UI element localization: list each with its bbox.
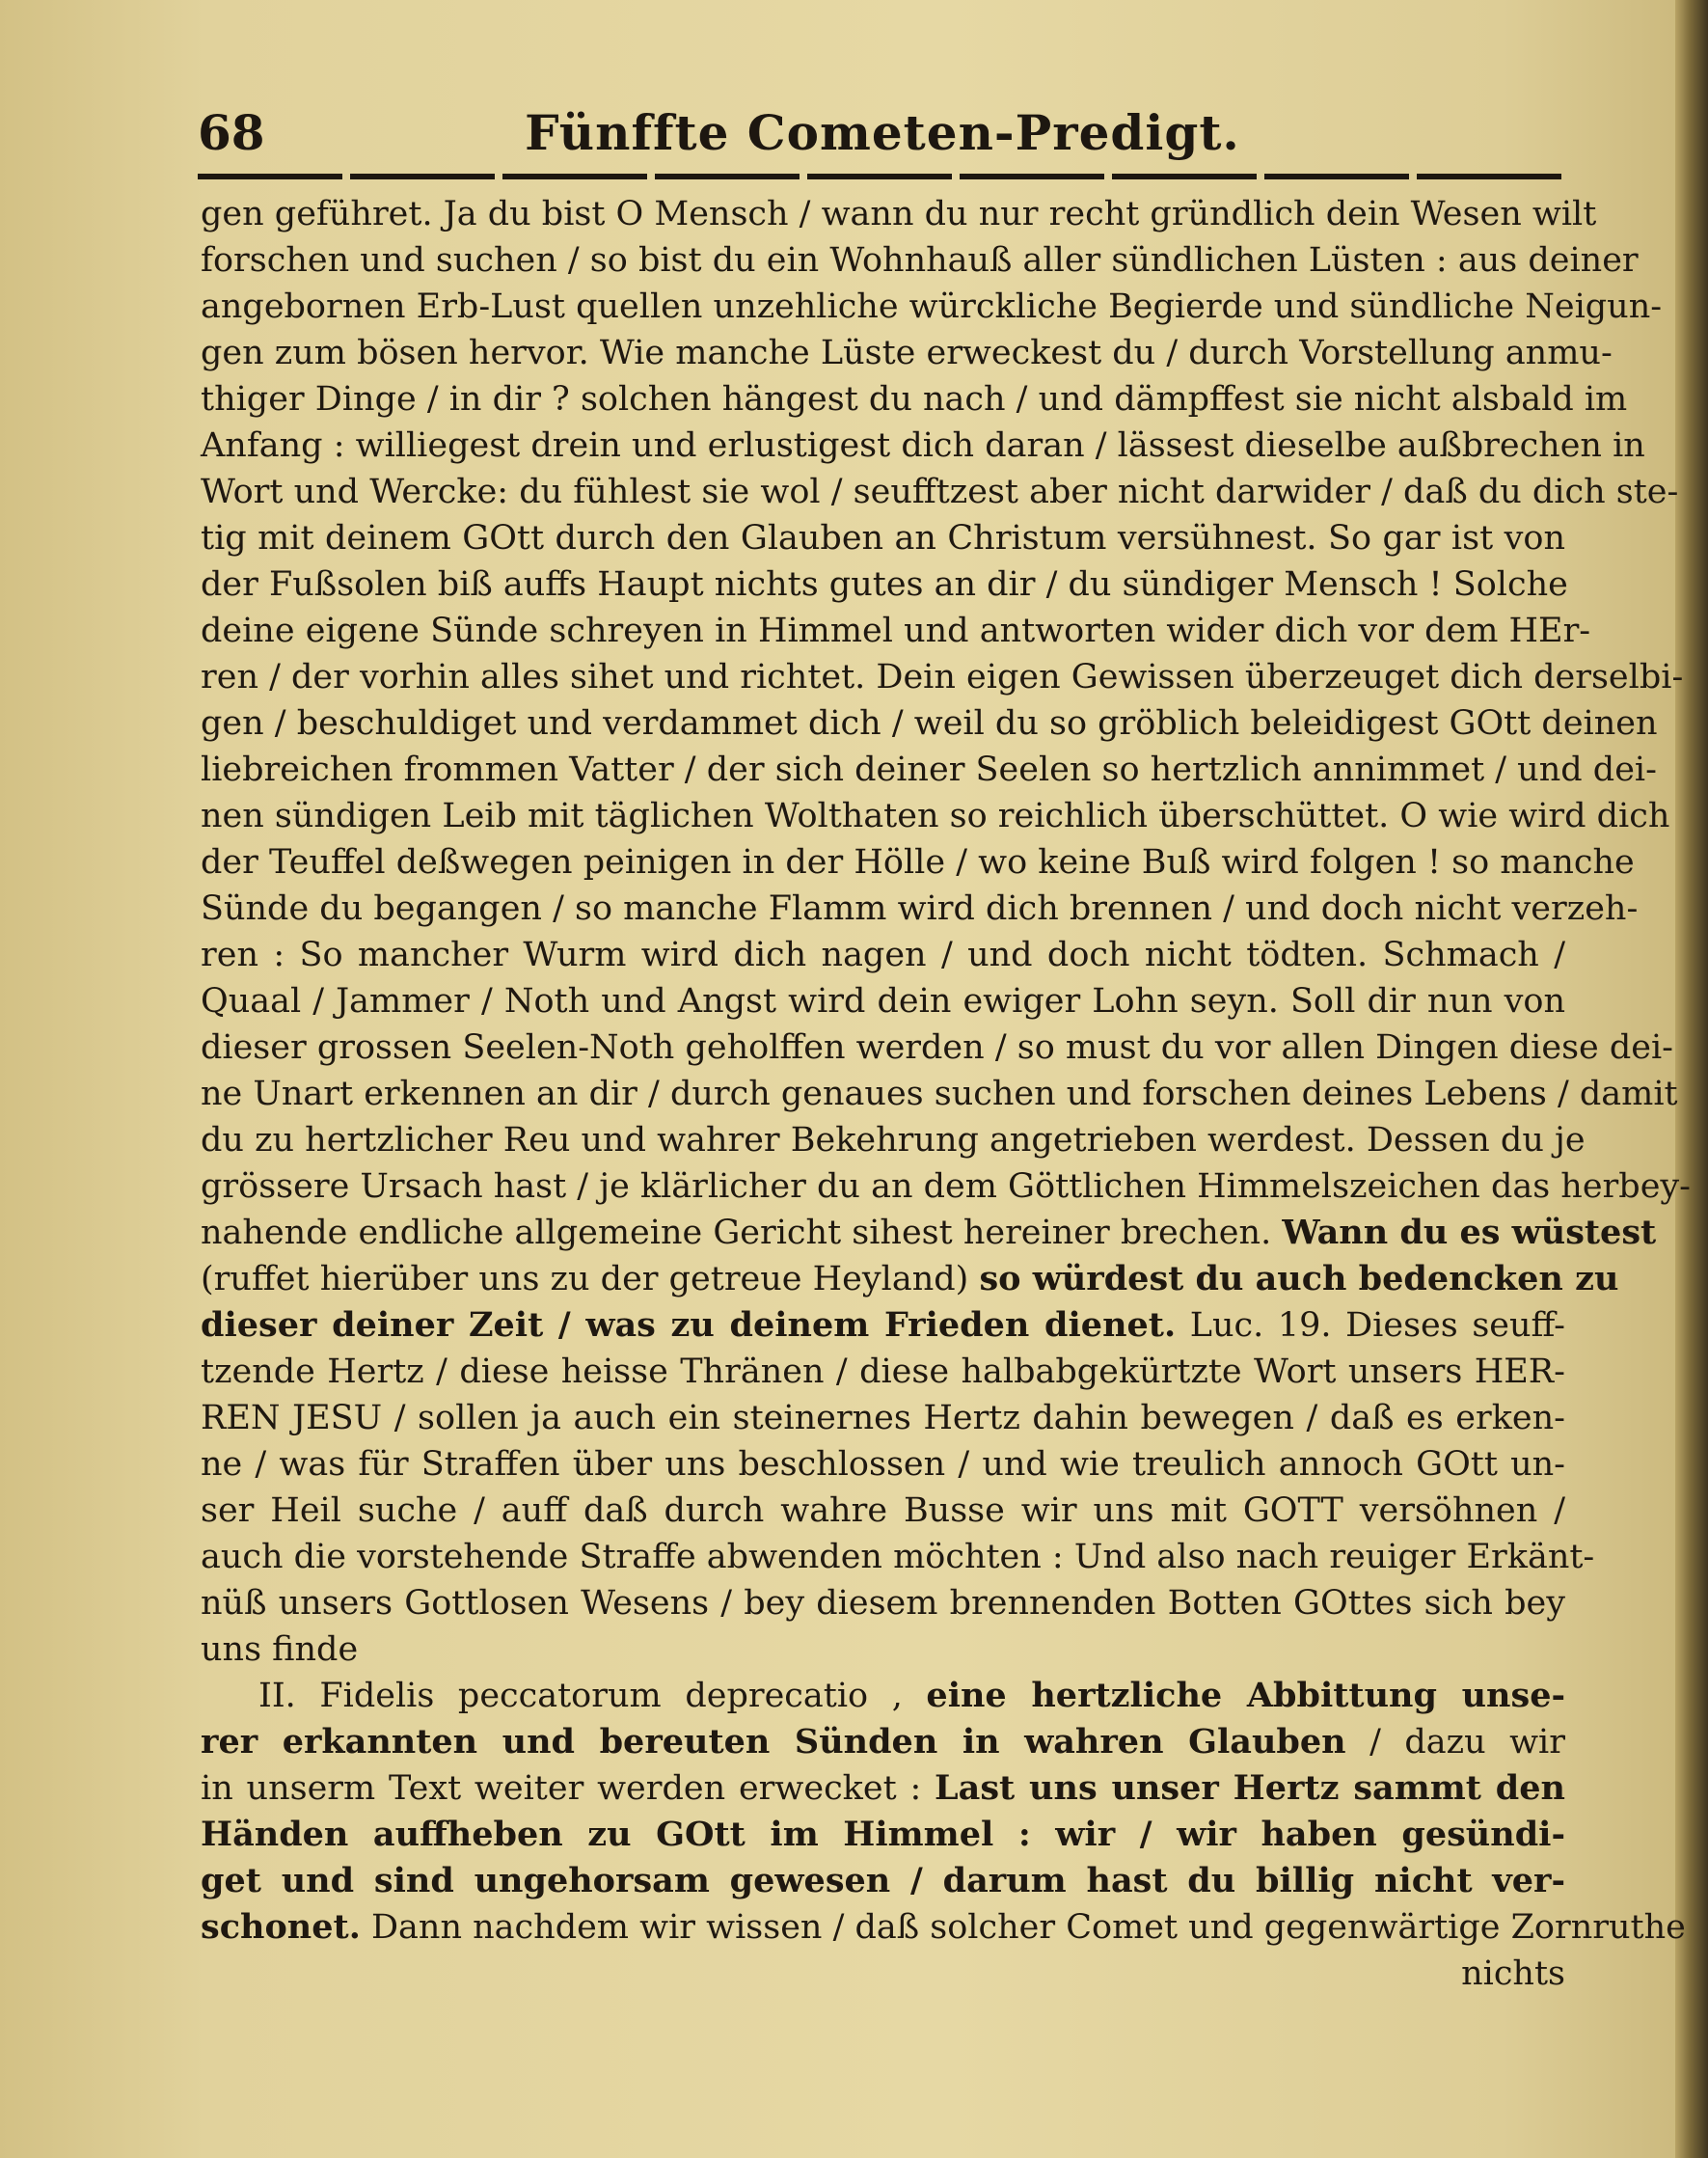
text-run: uns finde: [201, 1630, 359, 1669]
text-line: [201, 1534, 1595, 1580]
emphasized-text: dieser deiner Zeit / was zu deinem Frieden dienet.: [201, 1305, 1177, 1345]
text-run: forschen und suchen / so bist du ein Wohnhauß aller sündlichen Lüsten : aus deiner: [201, 241, 1639, 280]
text-line: [201, 1117, 1586, 1163]
text-line: [201, 515, 1565, 561]
text-run: deine eigene Sünde schreyen in Himmel und antworten wider dich vor dem HEr-: [201, 612, 1591, 650]
text-run: (ruffet hierüber uns zu der getreue Heyland): [201, 1260, 980, 1298]
text-line: [201, 376, 1628, 423]
text-line: [201, 1580, 1565, 1626]
text-line: [201, 1858, 1565, 1904]
text-run: gen / beschuldiget und verdammet dich / weil du so gröblich beleidigest GOtt deinen: [201, 704, 1658, 743]
text-line: [201, 1163, 1692, 1210]
text-run: thiger Dinge / in dir ? solchen hängest du nach / und dämpffest sie nicht alsbald im: [201, 380, 1628, 419]
text-line: [201, 608, 1591, 654]
text-run: Luc. 19. Dieses seuff-: [1176, 1306, 1565, 1345]
text-line: [201, 1071, 1678, 1117]
text-line: [201, 1719, 1565, 1765]
text-line: [201, 1673, 1565, 1719]
text-run: nichts: [1461, 1954, 1565, 1993]
text-run: REN JESU / sollen ja auch ein steinernes Hertz dahin bewegen / daß es erken-: [201, 1399, 1565, 1437]
text-line: [201, 1210, 1657, 1256]
text-run: nahende endliche allgemeine Gericht sihest hereiner brechen.: [201, 1214, 1283, 1252]
text-run: ne / was für Straffen über uns beschlossen / und wie treulich annoch GOtt un-: [201, 1445, 1565, 1484]
text-run: Quaal / Jammer / Noth und Angst wird dein ewiger Lohn seyn. Soll dir nun von: [201, 982, 1565, 1021]
text-line: [201, 1488, 1565, 1534]
text-run: ser Heil suche / auff daß durch wahre Busse wir uns mit GOTT versöhnen /: [201, 1491, 1565, 1530]
text-line: [201, 469, 1679, 515]
emphasized-text: Last uns unser Hertz sammt den: [935, 1768, 1565, 1808]
text-run: liebreichen frommen Vatter / der sich deiner Seelen so hertzlich annimmet / und dei-: [201, 751, 1657, 789]
emphasized-text: schonet.: [201, 1907, 361, 1947]
text-line: [201, 1951, 1565, 1997]
text-line: [201, 747, 1657, 793]
emphasized-text: rer erkannten und bereuten Sünden in wahren Glauben: [201, 1722, 1346, 1762]
text-line: [201, 237, 1639, 284]
text-run: grössere Ursach hast / je klärlicher du an dem Göttlichen Himmelszeichen das herbey-: [201, 1167, 1692, 1206]
text-run: dieser grossen Seelen-Noth geholffen werden / so must du vor allen Dingen diese dei-: [201, 1028, 1674, 1067]
page-number: 68: [198, 104, 265, 161]
text-run: der Fußsolen biß auffs Haupt nichts gutes an dir / du sündiger Mensch ! Solche: [201, 565, 1568, 604]
text-line: [201, 886, 1639, 932]
text-run: tzende Hertz / diese heisse Thränen / diese halbabgekürtzte Wort unsers HER-: [201, 1352, 1565, 1391]
text-run: II. Fidelis peccatorum deprecatio ,: [258, 1677, 927, 1715]
body-text: [201, 191, 1692, 1997]
text-line: [201, 1256, 1619, 1302]
emphasized-text: eine hertzliche Abbittung unse-: [926, 1676, 1565, 1715]
text-line: [201, 654, 1684, 700]
text-run: tig mit deinem GOtt durch den Glauben an Christum versühnest. So gar ist von: [201, 519, 1565, 558]
text-line: [201, 561, 1568, 608]
text-line: [201, 330, 1613, 376]
page-gutter: [1675, 0, 1708, 2158]
page-header: [198, 104, 1567, 172]
emphasized-text: so würdest du auch bedencken zu: [979, 1259, 1619, 1298]
text-line: [201, 1302, 1565, 1349]
text-run: nüß unsers Gottlosen Wesens / bey diesem brennenden Botten GOttes sich bey: [201, 1584, 1565, 1623]
text-line: [201, 793, 1670, 839]
text-run: der Teuffel deßwegen peinigen in der Hölle / wo keine Buß wird folgen ! so manche: [201, 843, 1635, 882]
text-line: [201, 1395, 1565, 1441]
text-line: [201, 839, 1635, 886]
text-run: Wort und Wercke: du fühlest sie wol / seufftzest aber nicht darwider / daß du dich ste-: [201, 473, 1679, 511]
text-run: ren / der vorhin alles sihet und richtet. Dein eigen Gewissen überzeuget dich derselbi-: [201, 658, 1684, 697]
text-line: [201, 191, 1597, 237]
text-run: auch die vorstehende Straffe abwenden möchten : Und also nach reuiger Erkänt-: [201, 1538, 1595, 1576]
text-run: du zu hertzlicher Reu und wahrer Bekehrung angetrieben werdest. Dessen du je: [201, 1121, 1586, 1160]
text-line: [201, 423, 1645, 469]
text-run: gen geführet. Ja du bist O Mensch / wann du nur recht gründlich dein Wesen wilt: [201, 195, 1597, 233]
running-title: Fünffte Cometen-Predigt.: [525, 104, 1240, 161]
text-line: [201, 1626, 1565, 1673]
text-line: [201, 978, 1565, 1024]
text-run: in unserm Text weiter werden erwecket :: [201, 1769, 935, 1808]
text-run: Anfang : williegest drein und erlustigest dich daran / lässest dieselbe außbrechen in: [201, 426, 1645, 465]
header-rule: [198, 174, 1567, 179]
text-line: [201, 1024, 1674, 1071]
text-run: ren : So mancher Wurm wird dich nagen / und doch nicht tödten. Schmach /: [201, 936, 1565, 974]
text-line: [201, 700, 1658, 747]
text-run: nen sündigen Leib mit täglichen Wolthaten so reichlich überschüttet. O wie wird dich: [201, 797, 1670, 835]
text-run: Sünde du begangen / so manche Flamm wird dich brennen / und doch nicht verzeh-: [201, 889, 1639, 928]
emphasized-text: Händen auffheben zu GOtt im Himmel : wir / wir haben gesündi-: [201, 1815, 1565, 1854]
emphasized-text: Wann du es wüstest: [1282, 1213, 1657, 1252]
text-line: [201, 1441, 1565, 1488]
text-run: / dazu wir: [1345, 1723, 1565, 1762]
text-line: [201, 1765, 1565, 1812]
text-run: Dann nachdem wir wissen / daß solcher Comet und gegenwärtige Zornruthe: [360, 1908, 1686, 1947]
text-line: [201, 932, 1565, 978]
text-line: [201, 1349, 1565, 1395]
text-line: [201, 284, 1663, 330]
text-run: gen zum bösen hervor. Wie manche Lüste erweckest du / durch Vorstellung anmu-: [201, 334, 1613, 372]
emphasized-text: get und sind ungehorsam gewesen / darum hast du billig nicht ver-: [201, 1861, 1565, 1900]
text-run: angebornen Erb-Lust quellen unzehliche würckliche Begierde und sündliche Neigun-: [201, 287, 1663, 326]
text-run: ne Unart erkennen an dir / durch genaues suchen und forschen deines Lebens / damit: [201, 1075, 1678, 1113]
text-line: [201, 1812, 1565, 1858]
text-line: [201, 1904, 1686, 1951]
